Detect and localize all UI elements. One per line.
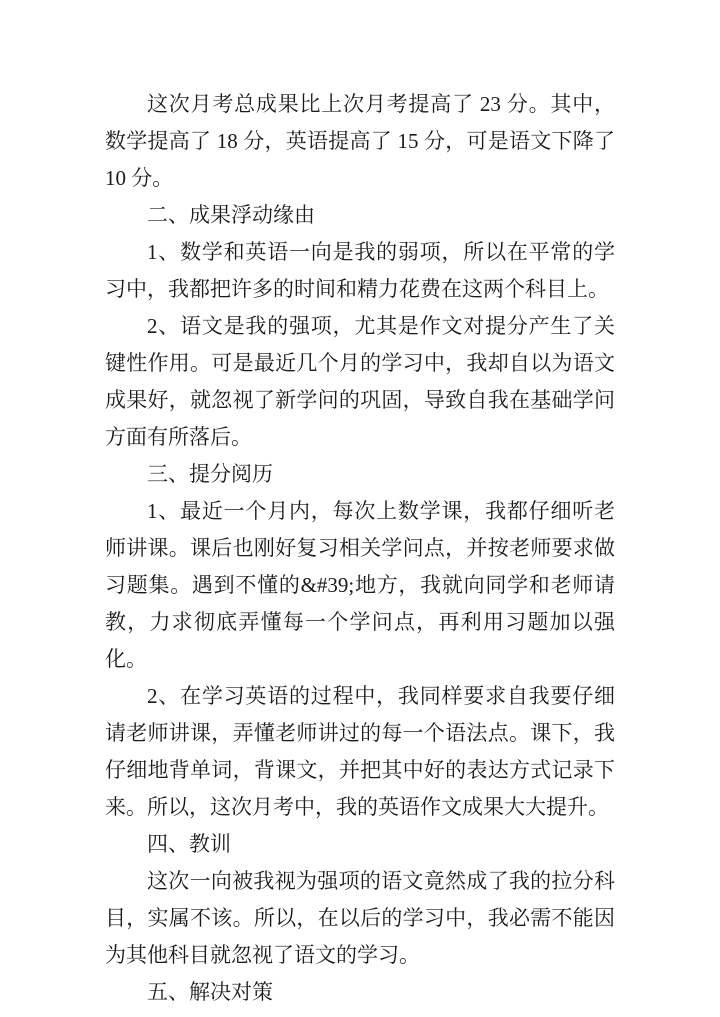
document-content xyxy=(105,86,615,1011)
section-heading-reasons: 二、成果浮动缘由 xyxy=(147,203,315,227)
paragraph-score-summary: 这次月考总成果比上次月考提高了 23 分。其中，数学提高了 18 分，英语提高了 15 分，可是语文下降了 10 分。 xyxy=(105,92,615,190)
paragraph-experience-1: 1、最近一个月内，每次上数学课，我都仔细听老师讲课。课后也刚好复习相关学问点，并按老师要求做习题集。遇到不懂的&#39;地方，我就向同学和老师请教，力求彻底弄懂每一个学问点，再利用习题加以强化。 xyxy=(105,499,615,671)
paragraph-reason-1: 1、数学和英语一向是我的弱项，所以在平常的学习中，我都把许多的时间和精力花费在这两个科目上。 xyxy=(105,240,615,301)
section-heading-experience: 三、提分阅历 xyxy=(147,462,273,486)
paragraph-lesson: 这次一向被我视为强项的语文竟然成了我的拉分科目，实属不该。所以，在以后的学习中，我必需不能因为其他科目就忽视了语文的学习。 xyxy=(105,869,615,967)
section-heading-countermeasures: 五、解决对策 xyxy=(147,980,273,1004)
section-heading-lesson: 四、教训 xyxy=(147,832,231,856)
paragraph-experience-2: 2、在学习英语的过程中，我同样要求自我要仔细请老师讲课，弄懂老师讲过的每一个语法点。课下，我仔细地背单词，背课文，并把其中好的表达方式记录下来。所以，这次月考中，我的英语作文成果大大提升。 xyxy=(105,684,615,819)
paragraph-reason-2: 2、语文是我的强项，尤其是作文对提分产生了关键性作用。可是最近几个月的学习中，我却自以为语文成果好，就忽视了新学问的巩固，导致自我在基础学问方面有所落后。 xyxy=(105,314,615,449)
